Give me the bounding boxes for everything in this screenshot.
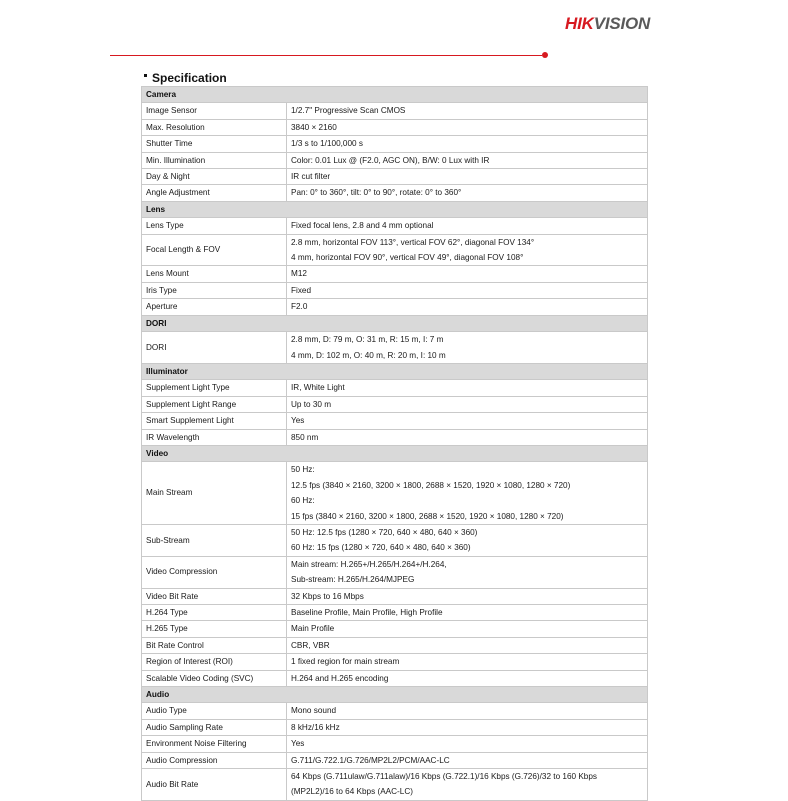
spec-value-cell [287,670,648,686]
spec-value: IR, White Light [291,383,345,393]
header-divider-dot [542,52,548,58]
spec-value-cell [287,703,648,719]
spec-value: 4 mm, D: 102 m, O: 40 m, R: 20 m, I: 10 m [291,350,446,360]
spec-label: Environment Noise Filtering [142,736,287,752]
group-title: Audio [142,687,648,703]
spec-label: Audio Type [142,703,287,719]
group-header-row [142,201,648,217]
group-title: Illuminator [142,363,648,379]
spec-label: Lens Type [142,218,287,234]
spec-value-cell [287,719,648,735]
spec-value-cell [287,654,648,670]
spec-value: M12 [291,269,307,279]
spec-value: Fixed [291,285,312,295]
section-title [144,71,227,85]
spec-value-cell [287,299,648,315]
spec-row [142,234,648,266]
spec-value: IR cut filter [291,172,331,182]
spec-value: 50 Hz: [291,465,315,475]
spec-value-cell [287,413,648,429]
spec-row [142,588,648,604]
logo-hik-text: HIK [565,14,594,33]
spec-row [142,266,648,282]
spec-value-cell [287,769,648,801]
spec-label: Bit Rate Control [142,637,287,653]
group-header-row [142,363,648,379]
spec-value: 15 fps (3840 × 2160, 3200 × 1800, 2688 × 1520, 1920 × 1080, 1280 × 720) [291,511,564,521]
spec-value: 850 nm [291,432,319,442]
group-header-row [142,687,648,703]
group-header-row [142,87,648,103]
spec-value-cell [287,218,648,234]
spec-label: Max. Resolution [142,119,287,135]
spec-value-cell [287,396,648,412]
spec-row [142,218,648,234]
spec-label: Audio Sampling Rate [142,719,287,735]
spec-row [142,282,648,298]
spec-label: Day & Night [142,169,287,185]
spec-value: 32 Kbps to 16 Mbps [291,591,364,601]
group-title: Video [142,445,648,461]
spec-label: Aperture [142,299,287,315]
spec-row [142,429,648,445]
spec-value: Yes [291,739,305,749]
spec-value-cell [287,136,648,152]
spec-value-cell [287,588,648,604]
spec-label: Supplement Light Range [142,396,287,412]
spec-value: Yes [291,416,305,426]
spec-value: 1/3 s to 1/100,000 s [291,139,363,149]
spec-label: Audio Bit Rate [142,769,287,801]
spec-value: Pan: 0° to 360°, tilt: 0° to 90°, rotate: 0° to 360° [291,188,462,198]
spec-value-cell [287,736,648,752]
spec-row [142,169,648,185]
spec-value: H.264 and H.265 encoding [291,673,389,683]
spec-value-cell [287,152,648,168]
spec-value: 60 Hz: [291,496,315,506]
spec-row [142,299,648,315]
spec-value-cell [287,752,648,768]
spec-value: 64 Kbps (G.711ulaw/G.711alaw)/16 Kbps (G.722.1)/16 Kbps (G.726)/32 to 160 Kbps [291,772,597,782]
spec-row [142,703,648,719]
spec-value: Sub-stream: H.265/H.264/MJPEG [291,575,415,585]
spec-row [142,670,648,686]
spec-value-cell [287,119,648,135]
spec-label: Sub-Stream [142,524,287,556]
spec-value: (MP2L2)/16 to 64 Kbps (AAC-LC) [291,787,413,797]
spec-label: DORI [142,332,287,364]
group-title: Camera [142,87,648,103]
spec-value-cell [287,429,648,445]
spec-value-cell [287,524,648,556]
spec-row [142,736,648,752]
spec-value: 2.8 mm, D: 79 m, O: 31 m, R: 15 m, I: 7 m [291,335,444,345]
spec-label: Focal Length & FOV [142,234,287,266]
spec-row [142,621,648,637]
spec-value: Main stream: H.265+/H.265/H.264+/H.264, [291,559,447,569]
spec-row [142,396,648,412]
spec-row [142,152,648,168]
spec-value: F2.0 [291,302,308,312]
spec-value: Baseline Profile, Main Profile, High Profile [291,608,443,617]
spec-value-cell [287,556,648,588]
hikvision-logo [565,14,650,34]
spec-value: 3840 × 2160 [291,122,337,132]
spec-label: Main Stream [142,462,287,525]
spec-value: 2.8 mm, horizontal FOV 113°, vertical FOV 62°, diagonal FOV 134° [291,237,535,247]
spec-label: Audio Compression [142,752,287,768]
spec-value: CBR, VBR [291,640,330,650]
group-title: DORI [142,315,648,331]
spec-label: H.264 Type [142,605,287,621]
spec-value: Color: 0.01 Lux @ (F2.0, AGC ON), B/W: 0 Lux with IR [291,155,490,165]
spec-label: Video Bit Rate [142,588,287,604]
spec-row [142,103,648,119]
spec-value: 60 Hz: 15 fps (1280 × 720, 640 × 480, 640 × 360) [291,543,471,553]
spec-row [142,462,648,525]
spec-value-cell [287,462,648,525]
spec-row [142,185,648,201]
spec-row [142,719,648,735]
spec-row [142,654,648,670]
spec-value: 1 fixed region for main stream [291,657,400,667]
spec-value: Main Profile [291,624,335,634]
spec-value: 8 kHz/16 kHz [291,722,340,732]
spec-value: 4 mm, horizontal FOV 90°, vertical FOV 49°, diagonal FOV 108° [291,253,524,263]
spec-value: Mono sound [291,706,337,716]
header-divider-line [110,55,542,56]
spec-value-cell [287,637,648,653]
section-title-text: Specification [152,71,227,85]
spec-row [142,556,648,588]
spec-label: Min. Illumination [142,152,287,168]
spec-label: H.265 Type [142,621,287,637]
spec-row [142,769,648,801]
spec-label: Lens Mount [142,266,287,282]
group-header-row [142,445,648,461]
spec-label: Scalable Video Coding (SVC) [142,670,287,686]
spec-value: Up to 30 m [291,399,332,409]
spec-value: 12.5 fps (3840 × 2160, 3200 × 1800, 2688 × 1520, 1920 × 1080, 1280 × 720) [291,480,571,490]
spec-label: Angle Adjustment [142,185,287,201]
spec-value-cell [287,605,648,621]
spec-value-cell [287,103,648,119]
spec-label: Image Sensor [142,103,287,119]
spec-value-cell [287,169,648,185]
spec-label: Video Compression [142,556,287,588]
spec-value: 50 Hz: 12.5 fps (1280 × 720, 640 × 480, 640 × 360) [291,527,478,537]
spec-row [142,524,648,556]
group-title: Lens [142,201,648,217]
spec-value-cell [287,185,648,201]
spec-row [142,637,648,653]
spec-label: Region of Interest (ROI) [142,654,287,670]
spec-label: IR Wavelength [142,429,287,445]
spec-row [142,136,648,152]
spec-row [142,605,648,621]
group-header-row [142,315,648,331]
spec-row [142,752,648,768]
specification-table-body [142,87,648,801]
spec-row [142,332,648,364]
spec-value-cell [287,282,648,298]
spec-value: Fixed focal lens, 2.8 and 4 mm optional [291,221,434,231]
specification-table [141,86,648,801]
spec-value-cell [287,380,648,396]
spec-value-cell [287,332,648,364]
spec-value-cell [287,621,648,637]
spec-row [142,119,648,135]
title-bullet-icon [144,74,147,77]
spec-label: Smart Supplement Light [142,413,287,429]
spec-row [142,380,648,396]
spec-label: Supplement Light Type [142,380,287,396]
logo-vision-text: VISION [593,14,651,33]
spec-label: Shutter Time [142,136,287,152]
spec-label: Iris Type [142,282,287,298]
spec-row [142,413,648,429]
spec-value: 1/2.7" Progressive Scan CMOS [291,106,406,116]
spec-value-cell [287,266,648,282]
spec-value: G.711/G.722.1/G.726/MP2L2/PCM/AAC-LC [291,755,450,765]
spec-value-cell [287,234,648,266]
